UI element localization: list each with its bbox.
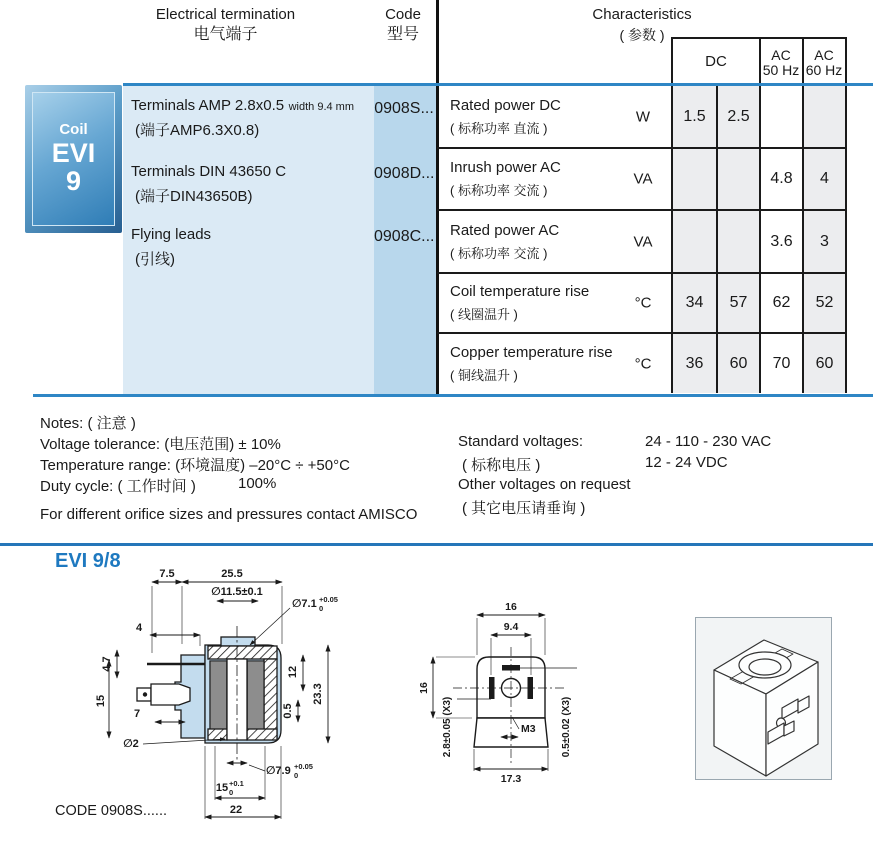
characteristic-unit: W bbox=[635, 108, 651, 125]
badge-size-label: 9 bbox=[65, 166, 82, 197]
characteristic-name-zh: ( 标称功率 交流 ) bbox=[450, 245, 548, 261]
characteristics-header-zh: ( 参数 ) bbox=[619, 27, 665, 43]
other-voltages-label: Other voltages on request bbox=[458, 476, 631, 493]
coil-section-body bbox=[137, 637, 281, 743]
dim-d7-1: ∅7.1 bbox=[292, 598, 317, 610]
value-dc2: 2.5 bbox=[727, 107, 750, 125]
drawing-section-title: EVI 9/8 bbox=[55, 550, 121, 572]
code-header-en: Code bbox=[385, 6, 421, 23]
value-dc2: 57 bbox=[729, 294, 748, 311]
characteristic-name-zh: ( 线圈温升 ) bbox=[450, 307, 518, 322]
dim-17-3: 17.3 bbox=[500, 773, 522, 785]
dim-15-bottom-sub: 0 bbox=[229, 788, 234, 797]
dim-d7-9: ∅7.9 bbox=[266, 765, 291, 777]
characteristics-row bbox=[0, 211, 873, 272]
termination-name: Terminals AMP 2.8x0.5 bbox=[131, 97, 285, 114]
value-ac50: 70 bbox=[772, 355, 791, 372]
characteristic-name-zh: ( 标称功率 交流 ) bbox=[450, 183, 548, 198]
cross-section-drawing bbox=[95, 560, 345, 828]
value-ac50 bbox=[761, 86, 802, 147]
characteristic-name: Coil temperature rise bbox=[450, 283, 590, 300]
characteristic-label bbox=[450, 159, 620, 199]
termination-name: Flying leads bbox=[131, 226, 212, 243]
code-header-zh: 型号 bbox=[386, 26, 419, 43]
dim-d11-5: ∅11.5±0.1 bbox=[211, 586, 263, 598]
characteristic-name: Rated power AC bbox=[450, 221, 560, 239]
termination-name-zh: (端子AMP6.3X0.8) bbox=[135, 122, 260, 139]
value-dc1: 1.5 bbox=[683, 107, 706, 125]
dim-15-bottom: 15 bbox=[215, 782, 229, 794]
characteristics-row bbox=[0, 86, 873, 147]
characteristic-name: Rated power DC bbox=[450, 96, 561, 114]
characteristics-row bbox=[0, 274, 873, 332]
subheader-line-3 bbox=[845, 37, 847, 86]
value-dc1 bbox=[673, 149, 716, 209]
dim-4: 4 bbox=[135, 622, 143, 634]
characteristic-unit: VA bbox=[633, 233, 653, 250]
dim-16-top: 16 bbox=[505, 601, 517, 613]
subheader-dc: DC bbox=[705, 53, 727, 70]
value-dc1: 34 bbox=[685, 294, 704, 311]
termination-name-zh: (引线) bbox=[135, 251, 175, 268]
column-header-electrical-termination bbox=[123, 5, 328, 46]
electrical-termination-en: Electrical termination bbox=[155, 6, 296, 23]
isometric-drawing-box bbox=[695, 617, 832, 780]
dim-2-8: 2.8±0.05 (X3) bbox=[442, 696, 453, 758]
dim-d7-1-sup: +0.05 bbox=[319, 595, 338, 604]
dim-d2: ∅2 bbox=[123, 738, 139, 750]
notes-voltage-tolerance: Voltage tolerance: (电压范围) ± 10% bbox=[40, 436, 281, 453]
ac50-line2: 50 Hz bbox=[762, 62, 800, 78]
iso-coil-body bbox=[714, 640, 818, 776]
ac50-line1: AC bbox=[771, 47, 791, 63]
notes-temperature-range: Temperature range: (环境温度) –20°C ÷ +50°C bbox=[40, 457, 350, 474]
subheader-ac50 bbox=[760, 48, 802, 78]
electrical-termination-zh: 电气端子 bbox=[193, 26, 258, 43]
value-dc1 bbox=[673, 211, 716, 272]
dim-22: 22 bbox=[229, 804, 243, 816]
dim-16-left: 16 bbox=[418, 682, 430, 694]
subheader-ac60 bbox=[803, 48, 845, 78]
characteristics-row bbox=[0, 334, 873, 394]
ac60-line2: 60 Hz bbox=[805, 62, 843, 78]
characteristic-unit: °C bbox=[634, 355, 652, 373]
badge-model-label: EVI bbox=[51, 138, 96, 169]
dim-d7-1-sub: 0 bbox=[319, 604, 324, 613]
dim-12: 12 bbox=[287, 665, 299, 679]
characteristics-row bbox=[0, 149, 873, 209]
characteristic-label bbox=[450, 222, 620, 262]
characteristic-label bbox=[450, 97, 620, 137]
top-view-drawing bbox=[405, 585, 605, 810]
characteristic-name: Inrush power AC bbox=[450, 159, 561, 176]
value-ac60: 3 bbox=[820, 232, 829, 250]
standard-voltages-label-zh: ( 标称电压 ) bbox=[462, 457, 541, 474]
dim-23-3: 23.3 bbox=[312, 683, 324, 705]
standard-voltages-vdc: 12 - 24 VDC bbox=[645, 454, 728, 471]
value-dc2: 60 bbox=[729, 355, 748, 372]
code-value: 0908D... bbox=[374, 165, 435, 182]
notes-title: Notes: ( 注意 ) bbox=[40, 415, 136, 432]
standard-voltages-vac: 24 - 110 - 230 VAC bbox=[645, 433, 772, 450]
dim-4-7: 4.7 bbox=[101, 656, 113, 672]
notes-amisco: For different orifice sizes and pressures contact AMISCO bbox=[40, 506, 418, 523]
dim-d7-9-sub: 0 bbox=[294, 771, 299, 780]
column-header-code bbox=[375, 5, 431, 46]
value-dc1: 36 bbox=[685, 355, 704, 372]
code-value: 0908S... bbox=[374, 100, 434, 117]
value-ac60: 52 bbox=[815, 294, 834, 311]
termination-name: Terminals DIN 43650 C bbox=[131, 163, 287, 180]
characteristic-name: Copper temperature rise bbox=[450, 344, 613, 361]
characteristic-name-zh: ( 铜线温升 ) bbox=[450, 368, 518, 383]
notes-duty-cycle-label: Duty cycle: ( 工作时间 ) bbox=[40, 478, 196, 495]
ac60-line1: AC bbox=[814, 47, 834, 63]
characteristic-label bbox=[450, 283, 620, 323]
dim-25-5: 25.5 bbox=[221, 568, 243, 580]
dim-0-5: 0.5 bbox=[282, 703, 294, 719]
value-dc2 bbox=[718, 211, 759, 272]
dim-7: 7 bbox=[133, 708, 141, 720]
isometric-coil-drawing bbox=[696, 618, 831, 779]
value-dc2 bbox=[718, 149, 759, 209]
value-ac60: 60 bbox=[815, 355, 834, 372]
notes-duty-cycle-value: 100% bbox=[238, 475, 277, 492]
value-ac50: 4.8 bbox=[770, 170, 793, 187]
characteristic-label bbox=[450, 344, 620, 384]
drawing-code-caption: CODE 0908S...... bbox=[55, 803, 168, 819]
dim-m3: M3 bbox=[521, 723, 536, 735]
value-ac60 bbox=[804, 86, 845, 147]
characteristics-header-en: Characteristics bbox=[592, 6, 692, 23]
dim-d7-9-sup: +0.05 bbox=[294, 762, 313, 771]
termination-note: width 9.4 mm bbox=[288, 101, 355, 113]
dim-9-4: 9.4 bbox=[503, 621, 519, 633]
dim-15-bottom-sup: +0.1 bbox=[229, 779, 244, 788]
dim-15-vertical: 15 bbox=[95, 694, 107, 708]
value-ac50: 3.6 bbox=[770, 232, 793, 250]
value-ac50: 62 bbox=[772, 294, 791, 311]
characteristic-unit: VA bbox=[633, 170, 653, 188]
section-divider-line bbox=[0, 543, 873, 546]
termination-name-zh: (端子DIN43650B) bbox=[135, 188, 253, 205]
code-value: 0908C... bbox=[374, 228, 435, 245]
characteristic-name-zh: ( 标称功率 直流 ) bbox=[450, 120, 548, 136]
other-voltages-label-zh: ( 其它电压请垂询 ) bbox=[462, 500, 586, 517]
table-bottom-blue-line bbox=[33, 394, 873, 397]
value-ac60: 4 bbox=[820, 170, 829, 187]
characteristic-unit: °C bbox=[634, 294, 652, 312]
dim-7-5: 7.5 bbox=[159, 568, 175, 580]
dim-0-5-right: 0.5±0.02 (X3) bbox=[561, 696, 572, 758]
badge-coil-label: Coil bbox=[59, 121, 88, 139]
standard-voltages-label: Standard voltages: bbox=[458, 433, 584, 450]
